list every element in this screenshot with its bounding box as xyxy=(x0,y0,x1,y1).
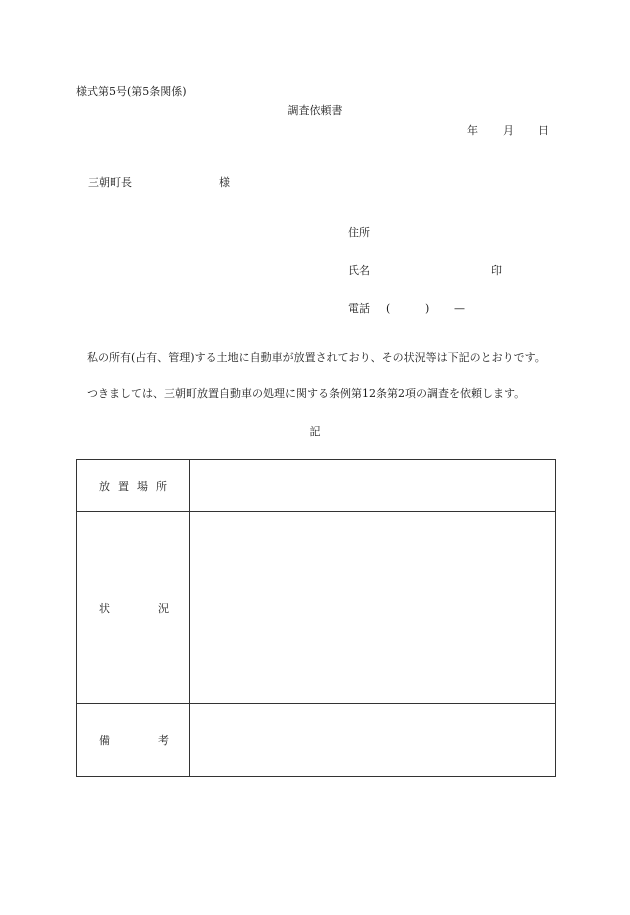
status-label: 状 況 xyxy=(99,601,169,615)
location-label-cell xyxy=(77,460,190,512)
phone-label: 電話 xyxy=(348,302,370,315)
remarks-label: 備 考 xyxy=(99,734,169,747)
addressee-honorific: 様 xyxy=(219,176,230,189)
location-row xyxy=(77,460,556,512)
phone-open-paren: ( xyxy=(386,302,391,315)
body-paragraph-2: つきましては、三朝町放置自動車の処理に関する条例第12条第2項の調査を依頼します。 xyxy=(87,387,526,400)
date-year-label: 年 xyxy=(467,124,478,137)
name-label: 氏名 xyxy=(348,264,370,277)
addressee xyxy=(88,176,230,190)
phone-dash: — xyxy=(454,302,465,315)
remarks-input-cell[interactable] xyxy=(190,704,556,777)
remarks-label-cell xyxy=(77,704,190,777)
request-table xyxy=(76,459,556,777)
seal-label: 印 xyxy=(491,264,502,277)
remarks-row xyxy=(77,704,556,777)
status-row xyxy=(77,512,556,704)
address-label: 住所 xyxy=(348,226,370,239)
form-number: 様式第5号(第5条関係) xyxy=(76,85,187,98)
date-month-label: 月 xyxy=(503,124,514,137)
date-day-label: 日 xyxy=(538,124,549,137)
location-input-cell[interactable] xyxy=(190,460,556,512)
addressee-name: 三朝町長 xyxy=(88,176,132,189)
status-input-cell[interactable] xyxy=(190,512,556,704)
ki-heading: 記 xyxy=(309,425,321,438)
document-title: 調査依頼書 xyxy=(287,104,343,117)
status-label-cell xyxy=(77,512,190,704)
location-label: 放 置 場 所 xyxy=(99,479,167,493)
phone-close-paren: ) xyxy=(425,302,430,315)
body-paragraph-1: 私の所有(占有、管理)する土地に自動車が放置されており、その状況等は下記のとおりです。 xyxy=(87,351,546,364)
